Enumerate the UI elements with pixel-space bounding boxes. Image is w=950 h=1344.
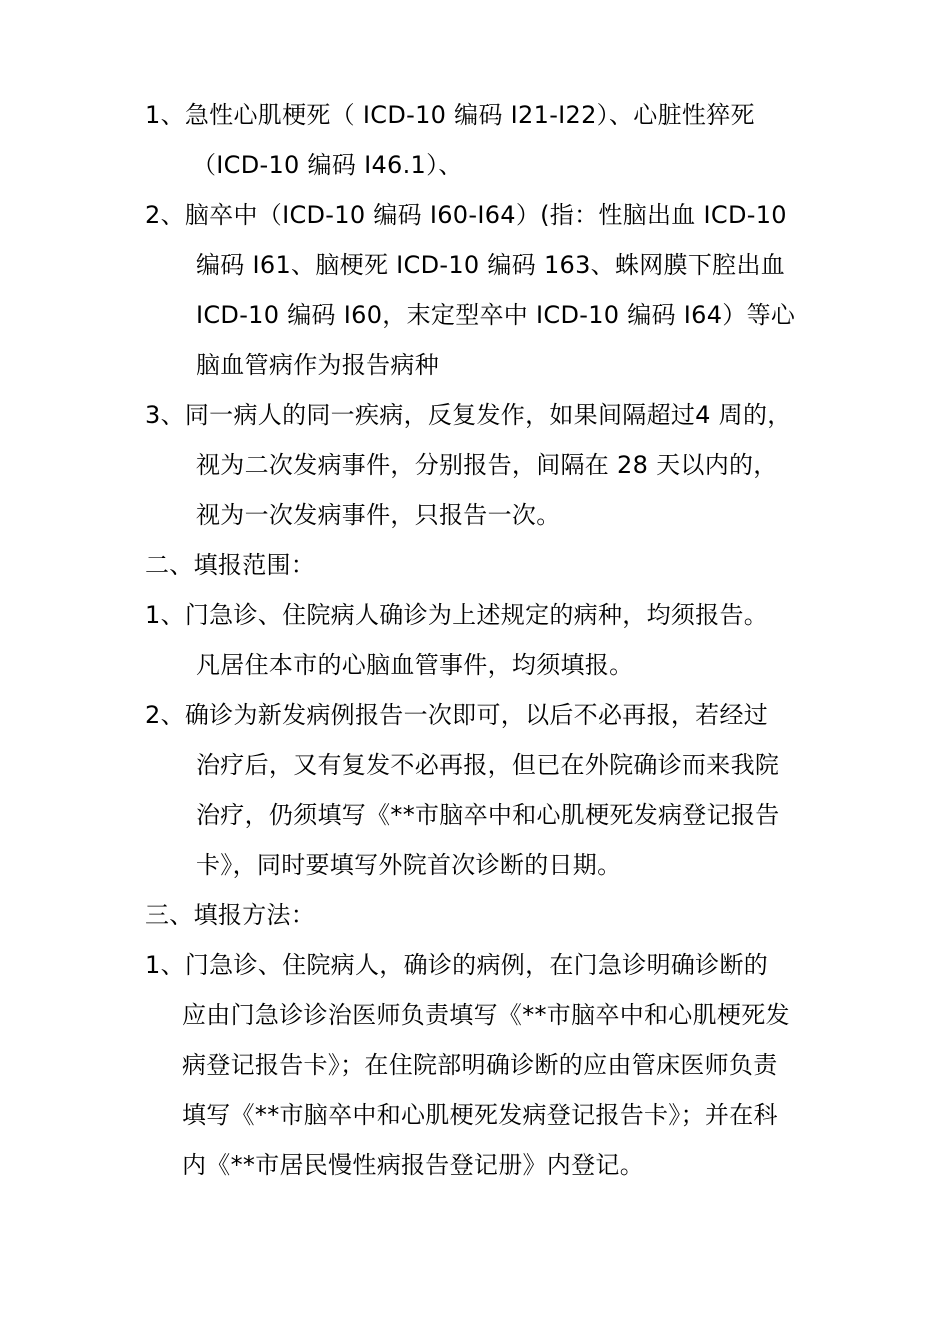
scope-item-2-line-2: 治疗后，又有复发不必再报，但已在外院确诊而来我院 <box>196 751 780 779</box>
scope-item-1-line-2: 凡居住本市的心脑血管事件，均须填报。 <box>196 651 634 679</box>
item-3-line-3: 视为一次发病事件，只报告一次。 <box>196 501 561 529</box>
method-item-1-line-2: 应由门急诊诊治医师负责填写《**市脑卒中和心肌梗死发 <box>182 1001 790 1029</box>
section-heading-method: 三、填报方法： <box>145 901 316 929</box>
item-3-line-2: 视为二次发病事件，分别报告，间隔在 28 天以内的， <box>196 451 778 479</box>
item-2-line-1: 2、脑卒中（ICD-10 编码 I60-I64）(指：性脑出血 ICD-10 <box>145 201 787 229</box>
scope-item-2-line-4: 卡》，同时要填写外院首次诊断的日期。 <box>196 851 622 879</box>
scope-item-2-line-3: 治疗，仍须填写《**市脑卒中和心肌梗死发病登记报告 <box>196 801 780 829</box>
scope-item-2-line-1: 2、确诊为新发病例报告一次即可，以后不必再报，若经过 <box>145 701 769 729</box>
item-2-line-4: 脑血管病作为报告病种 <box>196 351 439 379</box>
item-3-line-1: 3、同一病人的同一疾病，反复发作，如果间隔超过4 周的， <box>145 401 792 429</box>
scope-item-1-line-1: 1、门急诊、住院病人确诊为上述规定的病种，均须报告。 <box>145 601 769 629</box>
method-item-1-line-1: 1、门急诊、住院病人，确诊的病例，在门急诊明确诊断的 <box>145 951 769 979</box>
item-2-line-3: ICD-10 编码 I60，末定型卒中 ICD-10 编码 I64）等心 <box>196 301 796 329</box>
method-item-1-line-3: 病登记报告卡》；在住院部明确诊断的应由管床医师负责 <box>182 1051 778 1079</box>
item-1-line-2: （ICD-10 编码 I46.1）、 <box>192 151 463 179</box>
method-item-1-line-4: 填写《**市脑卒中和心肌梗死发病登记报告卡》；并在科 <box>182 1101 778 1129</box>
section-heading-scope: 二、填报范围： <box>145 551 316 579</box>
item-1-line-1: 1、急性心肌梗死（ ICD-10 编码 I21-I22）、心脏性猝死 <box>145 101 755 129</box>
item-2-line-2: 编码 I61、脑梗死 ICD-10 编码 163、蛛网膜下腔出血 <box>196 251 786 279</box>
method-item-1-line-5: 内《**市居民慢性病报告登记册》内登记。 <box>182 1151 644 1179</box>
